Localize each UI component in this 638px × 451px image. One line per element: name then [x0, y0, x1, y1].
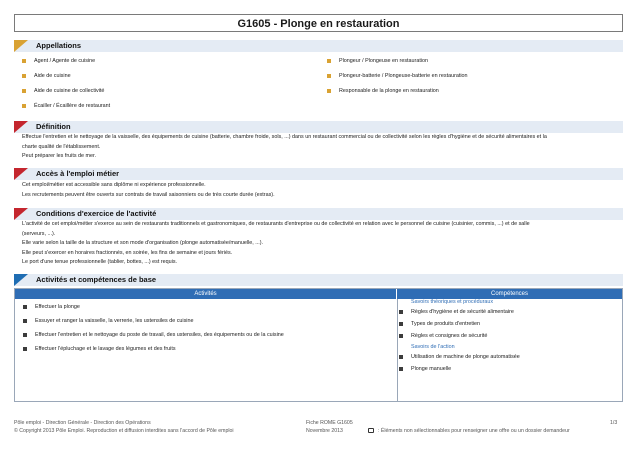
definition-text: Effectue l'entretien et le nettoyage de la vaisselle, des équipements de cuisine (batterie, chambre froide, sols, ...) dans un restaurant commercial ou de collectivité selon les règles d'hygiène et de sécurité alimentaires et la charte qualité de l'établissement. Peut préparer les fruits de mer.	[22, 134, 547, 160]
appellation-item: Plongeur-batterie / Plongeuse-batterie en restauration	[327, 73, 468, 80]
column-header-competences: Compétences	[397, 289, 622, 299]
footer-page-number: 1/3	[610, 420, 618, 426]
competence-item: Types de produits d'entretien	[399, 321, 480, 328]
competence-item: Règles d'hygiène et de sécurité alimentaire	[399, 309, 514, 316]
section-definition	[14, 121, 623, 133]
section-title-activites: Activités et compétences de base	[36, 275, 157, 284]
page-title: G1605 - Plonge en restauration	[14, 14, 623, 32]
appellation-item: Écailler / Écaillère de restaurant	[22, 103, 110, 110]
competence-item: Utilisation de machine de plonge automatisée	[399, 354, 520, 361]
footer-organization: Pôle emploi - Direction Générale - Direction des Opérations	[14, 420, 151, 426]
section-marker	[14, 274, 28, 286]
competence-item: Règles et consignes de sécurité	[399, 333, 487, 340]
section-marker	[14, 208, 28, 220]
appellation-item: Aide de cuisine	[22, 73, 71, 80]
acces-text: Cet emploi/métier est accessible sans diplôme ni expérience professionnelle. Les recrutements peuvent être ouverts sur contrats de travail saisonniers ou de très courte durée (extras).	[22, 182, 275, 198]
section-title-definition: Définition	[36, 122, 71, 131]
section-appellations	[14, 40, 623, 52]
section-conditions	[14, 208, 623, 220]
footer-fiche-code: Fiche ROME G1605	[306, 420, 353, 426]
section-acces	[14, 168, 623, 180]
footer-note: : Éléments non sélectionnables pour renseigner une offre ou un dossier demandeur	[368, 428, 570, 435]
activities-competences-table	[14, 288, 623, 402]
section-marker	[14, 168, 28, 180]
section-title-appellations: Appellations	[36, 41, 82, 50]
column-header-activites: Activités	[15, 289, 396, 299]
section-title-acces: Accès à l'emploi métier	[36, 169, 120, 178]
binoculars-icon	[368, 428, 374, 433]
footer-date: Novembre 2013	[306, 428, 343, 434]
appellation-item: Agent / Agente de cuisine	[22, 58, 95, 65]
subheading-savoirs-theoriques: Savoirs théoriques et procéduraux	[411, 299, 494, 305]
activite-item: Essuyer et ranger la vaisselle, la verrerie, les ustensiles de cuisine	[23, 318, 194, 325]
appellation-item: Responsable de la plonge en restauration	[327, 88, 439, 95]
activite-item: Effectuer l'entretien et le nettoyage du poste de travail, des ustensiles, des équipements ou de la cuisine	[23, 332, 284, 339]
section-activites	[14, 274, 623, 286]
column-divider	[397, 299, 398, 401]
section-marker	[14, 121, 28, 133]
appellation-item: Plongeur / Plongeuse en restauration	[327, 58, 428, 65]
section-title-conditions: Conditions d'exercice de l'activité	[36, 209, 157, 218]
subheading-savoirs-action: Savoirs de l'action	[411, 344, 455, 350]
competence-item: Plonge manuelle	[399, 366, 451, 373]
activite-item: Effectuer l'épluchage et le lavage des légumes et des fruits	[23, 346, 176, 353]
footer-copyright: © Copyright 2013 Pôle Emploi. Reproduction et diffusion interdites sans l'accord de Pôle emploi	[14, 428, 234, 434]
appellation-item: Aide de cuisine de collectivité	[22, 88, 104, 95]
section-marker	[14, 40, 28, 52]
activite-item: Effectuer la plonge	[23, 304, 80, 311]
conditions-text: L'activité de cet emploi/métier s'exerce au sein de restaurants traditionnels et gastronomiques, de restaurants d'entreprise ou de collectivité en relation avec le personnel de cuisine (cuisinier, commis, ...) et de salle (serveurs, ...). Elle varie selon la taille de la structure et son mode d'organisation (plonge automatisée/manuelle, ...). Elle peut s'exercer en horaires fractionnés, en soirée, les fins de semaine et jours fériés. Le port d'une tenue professionnelle (tablier, bottes, ...) est requis.	[22, 221, 530, 266]
